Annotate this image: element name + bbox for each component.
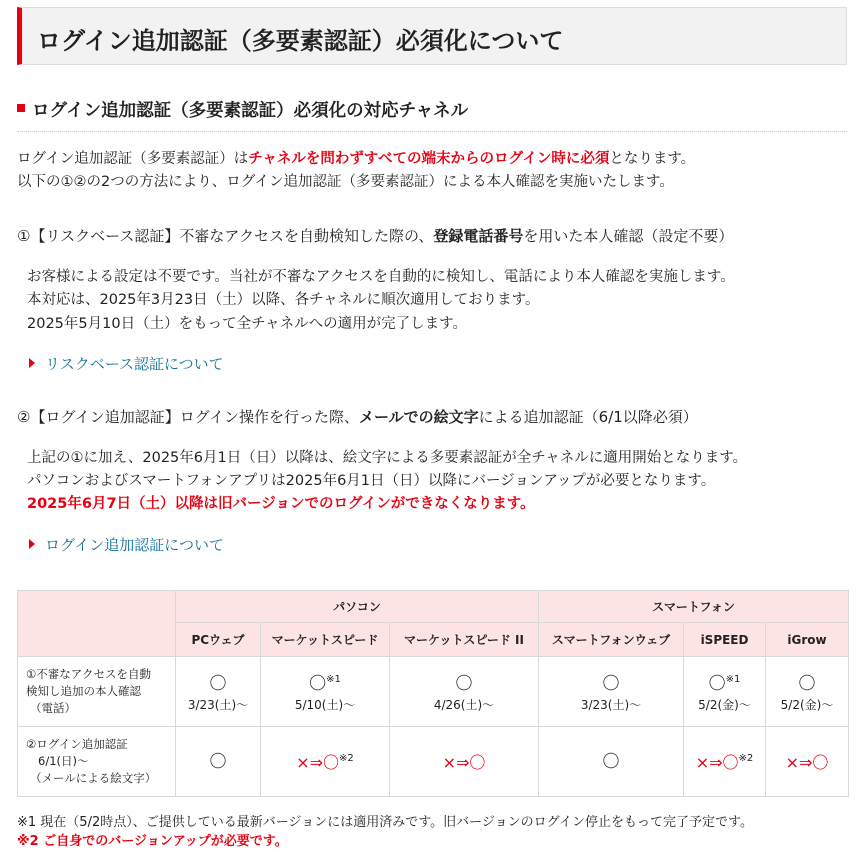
intro-line-2: 以下の①②の2つの方法により、ログイン追加認証（多要素認証）による本人確認を実施いたします。 bbox=[17, 174, 674, 190]
table-cell bbox=[390, 727, 539, 797]
item2-heading-text: ②【ログイン追加認証】ログイン操作を行った際、 bbox=[17, 408, 359, 426]
footnote-ref: ※1 bbox=[326, 673, 341, 685]
column-header: マーケットスピード bbox=[261, 623, 390, 657]
table-cell bbox=[766, 727, 849, 797]
table-cell bbox=[390, 657, 539, 727]
cross-to-circle-mark: ×⇒〇 bbox=[785, 753, 829, 772]
table-cell bbox=[766, 657, 849, 727]
circle-mark: 〇 bbox=[602, 673, 620, 694]
start-date: 5/10(土)～ bbox=[294, 697, 356, 712]
circle-mark: 〇 bbox=[209, 751, 227, 772]
circle-mark: 〇 bbox=[209, 673, 227, 694]
start-date: 5/2(金)～ bbox=[780, 697, 834, 712]
footnote-ref: ※2 bbox=[738, 753, 754, 764]
table-cell bbox=[176, 657, 261, 727]
group-header-smartphone: スマートフォン bbox=[539, 591, 849, 623]
circle-mark: 〇 bbox=[708, 673, 726, 694]
risk-based-auth-link[interactable] bbox=[29, 353, 224, 374]
table-row bbox=[18, 657, 849, 727]
login-auth-link-label[interactable]: ログイン追加認証について bbox=[45, 536, 224, 554]
status-mark bbox=[539, 670, 683, 694]
row-header-risk-based bbox=[18, 657, 176, 727]
table-row bbox=[18, 727, 849, 797]
intro-line-1 bbox=[17, 149, 695, 169]
item2-heading bbox=[17, 407, 698, 427]
circle-mark: 〇 bbox=[602, 751, 620, 772]
start-date: 3/23(土)～ bbox=[187, 697, 249, 712]
item2-heading-text-end: による追加認証（6/1以降必須） bbox=[478, 408, 698, 426]
section-heading bbox=[17, 95, 847, 132]
start-date: 5/2(金)～ bbox=[698, 697, 751, 712]
row-header-line: ①不審なアクセスを自動 bbox=[26, 667, 151, 681]
triangle-right-icon bbox=[29, 539, 35, 549]
cross-to-circle-mark: ×⇒〇 bbox=[695, 753, 739, 772]
start-date: 3/23(土)～ bbox=[580, 697, 642, 712]
table-cell bbox=[176, 727, 261, 797]
cross-to-circle-mark: ×⇒〇 bbox=[442, 753, 486, 772]
intro-emphasis: チャネルを問わずすべての端末からのログイン時に必須 bbox=[248, 151, 610, 167]
status-mark bbox=[261, 670, 389, 694]
circle-mark: 〇 bbox=[798, 673, 816, 694]
item2-body-1: 上記の①に加え、2025年6月1日（日）以降は、絵文字による多要素認証が全チャネルに適用開始となります。 bbox=[27, 450, 748, 466]
page-title-text: ログイン追加認証（多要素認証）必須化について bbox=[37, 27, 564, 55]
status-mark bbox=[684, 670, 765, 694]
circle-mark: 〇 bbox=[309, 673, 327, 694]
group-header-pc: パソコン bbox=[176, 591, 539, 623]
row-header-line: 検知し追加の本人確認 bbox=[26, 684, 141, 698]
item1-heading bbox=[17, 226, 733, 246]
page-title bbox=[17, 7, 847, 65]
status-mark bbox=[296, 753, 354, 772]
footnote-1: ※1 現在（5/2時点）、ご提供している最新バージョンには適用済みです。旧バージョンのログイン停止をもって完了予定です。 bbox=[17, 815, 753, 830]
column-header: iGrow bbox=[766, 623, 849, 657]
intro-text-end: となります。 bbox=[609, 151, 696, 167]
column-header: スマートフォンウェブ bbox=[539, 623, 684, 657]
red-square-icon bbox=[17, 104, 25, 112]
column-header: マーケットスピード II bbox=[390, 623, 539, 657]
risk-based-auth-link-label[interactable]: リスクベース認証について bbox=[45, 355, 224, 373]
row-header-line: （メールによる絵文字） bbox=[30, 771, 157, 785]
row-header-line: 6/1(日)～ bbox=[38, 754, 89, 768]
item2-heading-bold: メールでの絵文字 bbox=[358, 408, 479, 426]
item1-body-1: お客様による設定は不要です。当社が不審なアクセスを自動的に検知し、電話により本人確認を実施します。 bbox=[27, 269, 735, 285]
status-mark bbox=[696, 753, 754, 772]
table-cell bbox=[261, 657, 390, 727]
start-date: 4/26(土)～ bbox=[433, 697, 495, 712]
item2-warning: 2025年6月7日（土）以降は旧バージョンでのログインができなくなります。 bbox=[27, 496, 535, 512]
item1-heading-bold: 登録電話番号 bbox=[433, 227, 524, 245]
item1-heading-text: ①【リスクベース認証】不審なアクセスを自動検知した際の、 bbox=[17, 227, 434, 245]
column-header: PCウェブ bbox=[176, 623, 261, 657]
row-header-login-auth bbox=[18, 727, 176, 797]
footnote-ref: ※1 bbox=[725, 673, 741, 685]
table-cell bbox=[539, 657, 684, 727]
footnote-ref: ※2 bbox=[339, 753, 354, 764]
channel-table bbox=[17, 590, 849, 797]
triangle-right-icon bbox=[29, 358, 35, 368]
column-header: iSPEED bbox=[684, 623, 766, 657]
table-cell bbox=[684, 727, 766, 797]
status-mark bbox=[766, 670, 848, 694]
status-mark bbox=[390, 670, 538, 694]
cross-to-circle-mark: ×⇒〇 bbox=[296, 753, 340, 772]
row-header-line: （電話） bbox=[30, 701, 76, 715]
item1-body-2: 本対応は、2025年3月23日（土）以降、各チャネルに順次適用しております。 bbox=[27, 292, 540, 308]
item1-body-3: 2025年5月10日（土）をもって全チャネルへの適用が完了します。 bbox=[27, 316, 467, 332]
circle-mark: 〇 bbox=[455, 673, 473, 694]
item2-body-2: パソコンおよびスマートフォンアプリは2025年6月1日（日）以降にバージョンアップが必要となります。 bbox=[27, 473, 716, 489]
table-corner-header bbox=[18, 591, 176, 657]
table-cell bbox=[261, 727, 390, 797]
table-cell bbox=[684, 657, 766, 727]
status-mark bbox=[176, 670, 260, 694]
row-header-line: ②ログイン追加認証 bbox=[26, 737, 128, 751]
footnote-2: ※2 ご自身でのバージョンアップが必要です。 bbox=[17, 834, 288, 849]
intro-text: ログイン追加認証（多要素認証）は bbox=[17, 151, 249, 167]
item1-heading-text-end: を用いた本人確認（設定不要） bbox=[523, 227, 734, 245]
section-heading-text: ログイン追加認証（多要素認証）必須化の対応チャネル bbox=[32, 101, 469, 121]
table-cell bbox=[539, 727, 684, 797]
login-auth-link[interactable] bbox=[29, 534, 224, 555]
